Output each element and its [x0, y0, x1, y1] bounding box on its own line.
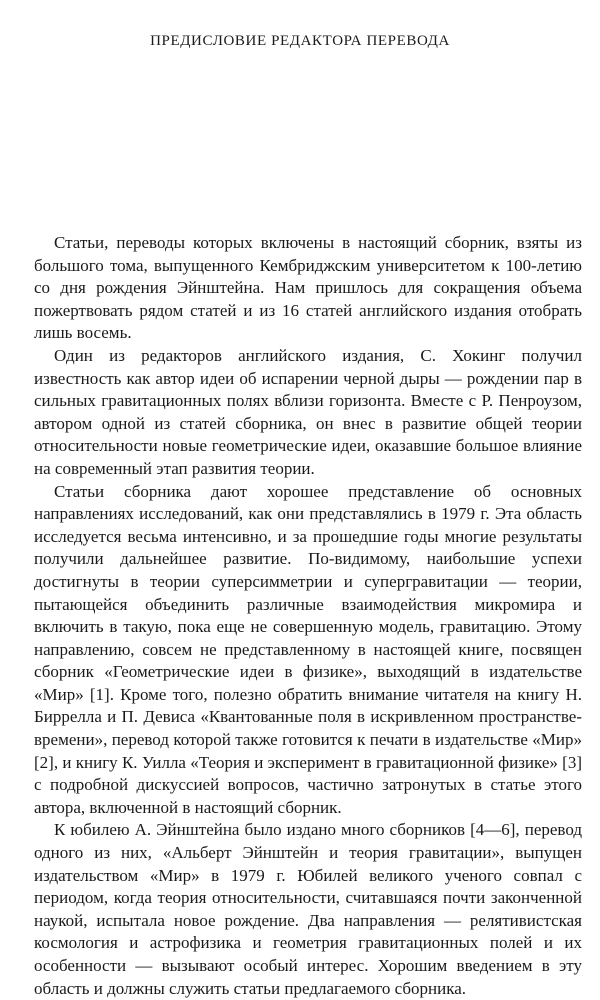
paragraph-3: Статьи сборника дают хорошее представление об основных направлениях исследований, как они представлялись в 1979 г. Эта область исследуется весьма интенсивно, и за прошедшие годы многие результаты получили дальнейшее развитие. По-видимому, наибольшие успехи достигнуты в теории суперсимметрии и супергравитации — теории, пытающейся объединить различные взаимодействия микромира и включить в такую, пока еще не совершенную модель, гравитацию. Этому направлению, совсем не представленному в настоящей книге, посвящен сборник «Геометрические идеи в физике», выходящий в издательстве «Мир» [1]. Кроме того, полезно обратить внимание читателя на книгу Н. Биррелла и П. Девиса «Квантованные поля в искривленном пространстве-времени», перевод которой также готовится к печати в издательстве «Мир» [2], и книгу К. Уилла «Теория и эксперимент в гравитационной физике» [3] с подробной дискуссией вопросов, частично затронутых в статье этого автора, включенной в настоящий сборник.	[34, 481, 582, 817]
page-title: ПРЕДИСЛОВИЕ РЕДАКТОРА ПЕРЕВОДА	[150, 33, 450, 49]
paragraph-1: Статьи, переводы которых включены в настоящий сборник, взяты из большого тома, выпущенного Кембриджским университетом к 100-летию со дня рождения Эйнштейна. Нам пришлось для сокращения объема пожертвовать рядом статей и из 16 статей английского издания отобрать лишь восемь.	[34, 233, 582, 343]
paragraph-4: К юбилею А. Эйнштейна было издано много сборников [4—6], перевод одного из них, «Альберт Эйнштейн и теория гравитации», выпущен издательством «Мир» в 1979 г. Юбилей великого ученого совпал с периодом, когда теория относительности, считавшаяся почти законченной наукой, испытала новое рождение. Два направления — релятивистская космология и астрофизика и геометрия гравитационных полей и их особенности — вызывают особый интерес. Хорошим введением в эту область и должны служить статьи предлагаемого сборника.	[34, 820, 582, 998]
body-text	[34, 232, 582, 1000]
paragraph-2: Один из редакторов английского издания, С. Хокинг получил известность как автор идеи об испарении черной дыры — рождении пар в сильных гравитационных полях вблизи горизонта. Вместе с Р. Пенроузом, автором одной из статей сборника, он внес в развитие общей теории относительности новые геометрические идеи, оказавшие большое влияние на современный этап развития теории.	[34, 345, 582, 478]
